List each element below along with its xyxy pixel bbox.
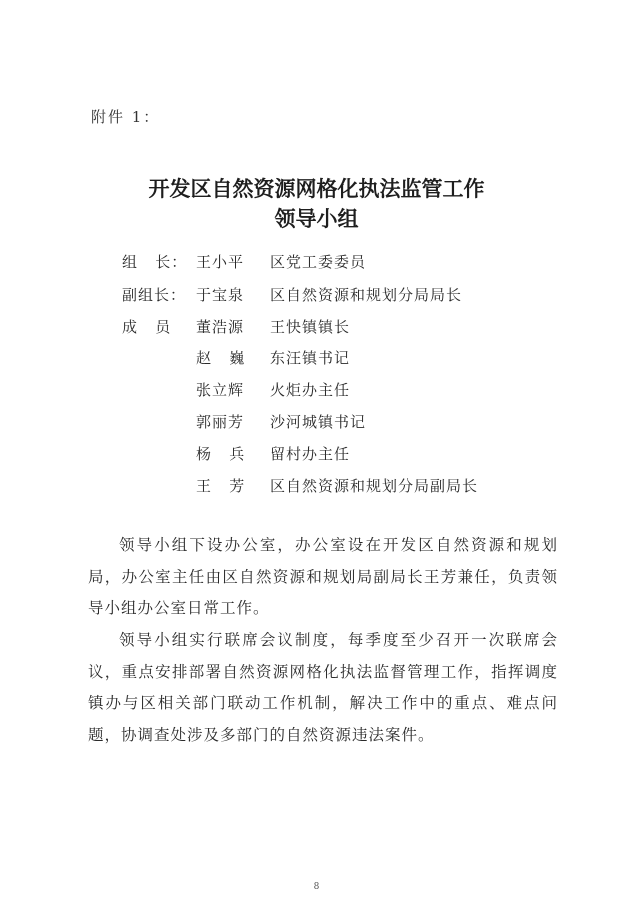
member-role: 成 员: [122, 318, 172, 336]
member-name: 郭丽芳: [196, 413, 245, 431]
member-row: [0, 443, 633, 467]
attachment-label: 附件 1：: [91, 108, 161, 126]
member-position: 留村办主任: [270, 445, 351, 463]
member-row: [0, 251, 633, 275]
member-row: [0, 347, 633, 371]
member-name: 赵 巍: [196, 349, 246, 367]
meeting-paragraph: 领导小组实行联席会议制度，每季度至少召开一次联席会议，重点安排部署自然资源网格化执法监督管理工作，指挥调度镇办与区相关部门联动工作机制，解决工作中的重点、难点问题，协调查处涉及多部门的自然资源违法案件。: [88, 631, 558, 744]
member-role: 组 长：: [122, 253, 188, 271]
member-position: 区党工委委员: [270, 253, 367, 271]
member-row: [0, 379, 633, 403]
member-role: 副组长：: [122, 286, 187, 304]
member-position: 区自然资源和规划分局副局长: [270, 477, 479, 495]
member-name: 王 芳: [196, 477, 246, 495]
page-number: 8: [313, 882, 320, 892]
member-name: 董浩源: [196, 318, 245, 336]
member-position: 区自然资源和规划分局局长: [270, 286, 463, 304]
member-row: [0, 475, 633, 499]
member-position: 火炬办主任: [270, 381, 351, 399]
member-position: 王快镇镇长: [270, 318, 351, 336]
title-line-1: 开发区自然资源网格化执法监管工作: [148, 176, 485, 201]
member-row: [0, 316, 633, 340]
member-position: 东汪镇书记: [270, 349, 351, 367]
office-paragraph: 领导小组下设办公室，办公室设在开发区自然资源和规划局，办公室主任由区自然资源和规划局副局长王芳兼任，负责领导小组办公室日常工作。: [88, 536, 558, 617]
member-name: 于宝泉: [196, 286, 245, 304]
member-name: 王小平: [196, 253, 245, 271]
member-position: 沙河城镇书记: [270, 413, 367, 431]
member-name: 杨 兵: [196, 445, 246, 463]
member-row: [0, 284, 633, 308]
member-name: 张立辉: [196, 381, 245, 399]
member-row: [0, 411, 633, 435]
title-line-2: 领导小组: [274, 206, 359, 231]
